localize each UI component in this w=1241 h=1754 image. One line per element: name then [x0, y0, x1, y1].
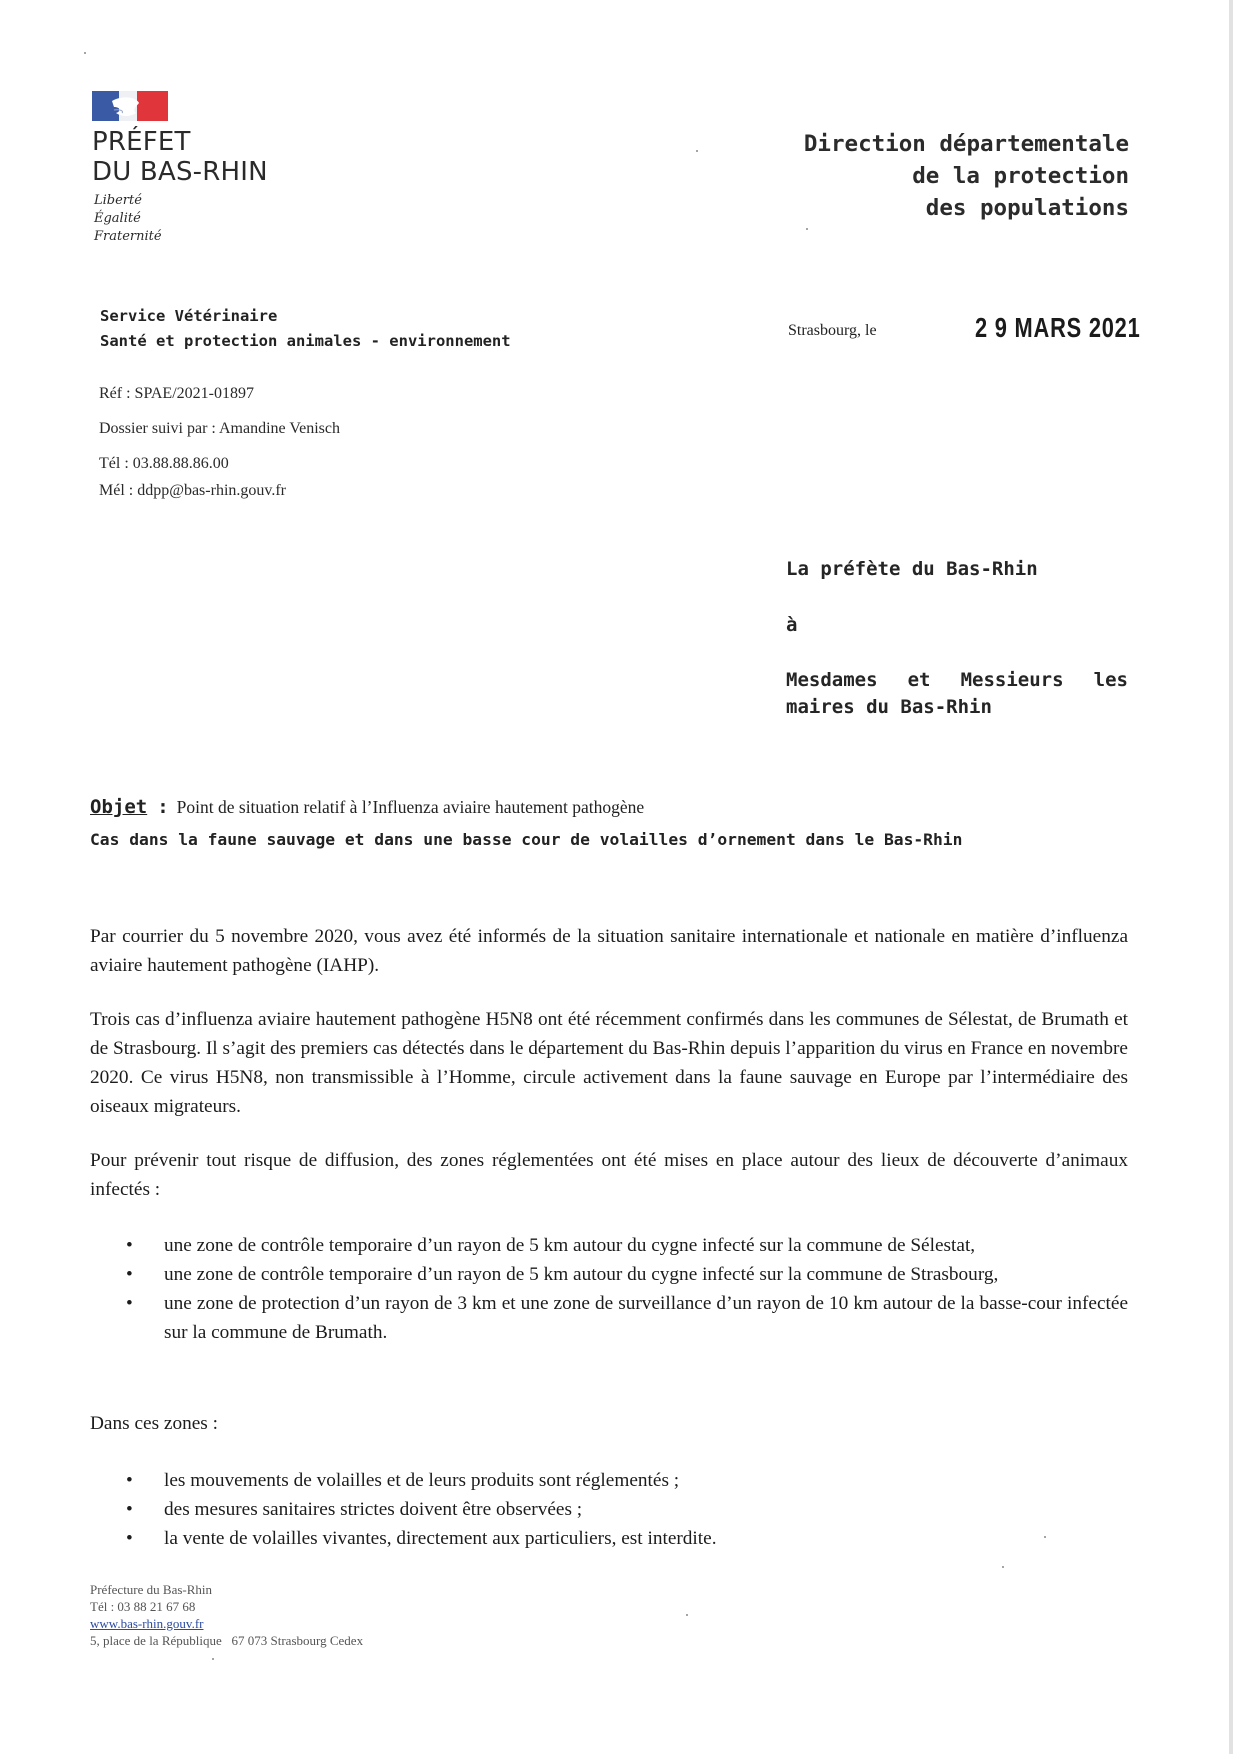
date-stamp: 2 9 MARS 2021 [975, 312, 1141, 343]
bullet: • [126, 1528, 133, 1549]
scan-speck [1002, 1566, 1004, 1568]
zone-text: une zone de contrôle temporaire d’un rayon de 5 km autour du cygne infecté sur la commune de Strasbourg, [164, 1264, 999, 1285]
list-item [90, 1289, 1128, 1347]
subject-subtitle: Cas dans la faune sauvage et dans une basse cour de volailles d’ornement dans le Bas-Rhin [90, 830, 963, 849]
subject-text: Point de situation relatif à l’Influenza aviaire hautement pathogène [176, 797, 645, 817]
rules-list [90, 1466, 1128, 1553]
list-item [90, 1466, 1128, 1495]
prefet-line-2: DU BAS-RHIN [92, 157, 268, 187]
scan-speck [696, 150, 698, 152]
service-block [100, 304, 511, 354]
marianne-logo [92, 91, 168, 121]
scan-speck [686, 1614, 688, 1616]
dateline-city: Strasbourg, le [788, 322, 877, 339]
zones-list [90, 1231, 1128, 1347]
recipient-to: à [786, 614, 798, 636]
prefet-title [92, 127, 268, 187]
list-item [90, 1495, 1128, 1524]
paragraph-4: Dans ces zones : [90, 1413, 218, 1434]
rule-text: la vente de volailles vivantes, directement aux particuliers, est interdite. [164, 1528, 717, 1549]
zone-text: une zone de protection d’un rayon de 3 km et une zone de surveillance d’un rayon de 10 km autour de la basse-cour infectée sur la commune de Brumath. [164, 1293, 1128, 1343]
footer-website-link[interactable]: www.bas-rhin.gouv.fr [90, 1616, 204, 1631]
rule-text: des mesures sanitaires strictes doivent être observées ; [164, 1499, 583, 1520]
motto-egalite: Égalité [94, 211, 141, 226]
subject-separator: : [157, 796, 169, 818]
bullet: • [126, 1235, 133, 1256]
republic-motto [94, 192, 162, 246]
zone-text: une zone de contrôle temporaire d’un rayon de 5 km autour du cygne infecté sur la commune de Sélestat, [164, 1235, 976, 1256]
rule-text: les mouvements de volailles et de leurs produits sont réglementés ; [164, 1470, 680, 1491]
paragraph-1: Par courrier du 5 novembre 2020, vous avez été informés de la situation sanitaire internationale et nationale en matière d’influenza aviaire hautement pathogène (IAHP). [90, 926, 1128, 976]
reference-number: Réf : SPAE/2021-01897 [99, 385, 254, 402]
motto-fraternite: Fraternité [94, 229, 162, 244]
motto-liberte: Liberté [94, 193, 142, 208]
paragraph-2: Trois cas d’influenza aviaire hautement pathogène H5N8 ont été récemment confirmés dans les communes de Sélestat, de Brumath et de Strasbourg. Il s’agit des premiers cas détectés dans le département du Bas-Rhin depuis l’apparition du virus en France en novembre 2020. Ce virus H5N8, non transmissible à l’Homme, circule activement dans la faune sauvage en Europe par l’intermédiaire des oiseaux migrateurs. [90, 1009, 1128, 1117]
bullet: • [126, 1499, 133, 1520]
dossier-contact: Dossier suivi par : Amandine Venisch [99, 420, 341, 437]
subject-line [90, 796, 644, 818]
scan-speck [1044, 1536, 1046, 1538]
service-subtitle: Santé et protection animales - environnement [100, 332, 511, 350]
direction-line-3: des populations [925, 195, 1129, 221]
sender-line: La préfète du Bas-Rhin [786, 558, 1038, 580]
bullet: • [126, 1264, 133, 1285]
direction-line-1: Direction départementale [803, 131, 1129, 157]
list-item [90, 1260, 1128, 1289]
subject-label: Objet [90, 796, 148, 818]
footer-address: 5, place de la République 67 073 Strasbourg Cedex [90, 1633, 364, 1648]
scan-speck [212, 1658, 214, 1660]
email-address: Mél : ddpp@bas-rhin.gouv.fr [99, 482, 286, 499]
footer-phone: Tél : 03 88 21 67 68 [90, 1599, 196, 1614]
service-name: Service Vétérinaire [100, 307, 278, 325]
bullet: • [126, 1470, 133, 1491]
paragraph-3: Pour prévenir tout risque de diffusion, des zones réglementées ont été mises en place autour des lieux de découverte d’animaux infectés : [90, 1150, 1128, 1200]
list-item [90, 1231, 1128, 1260]
scan-speck [84, 52, 86, 54]
scan-edge [1229, 0, 1233, 1754]
direction-heading [699, 128, 1129, 224]
recipient-line-2: maires du Bas-Rhin [786, 696, 992, 718]
direction-line-2: de la protection [912, 163, 1129, 189]
prefet-line-1: PRÉFET [92, 127, 191, 157]
phone-number: Tél : 03.88.88.86.00 [99, 455, 229, 472]
footer-block [90, 1581, 363, 1649]
footer-prefecture: Préfecture du Bas-Rhin [90, 1582, 213, 1597]
bullet: • [126, 1293, 133, 1314]
list-item [90, 1524, 1128, 1553]
scan-speck [806, 228, 808, 230]
recipient-line-1: Mesdames et Messieurs les [786, 669, 1128, 691]
